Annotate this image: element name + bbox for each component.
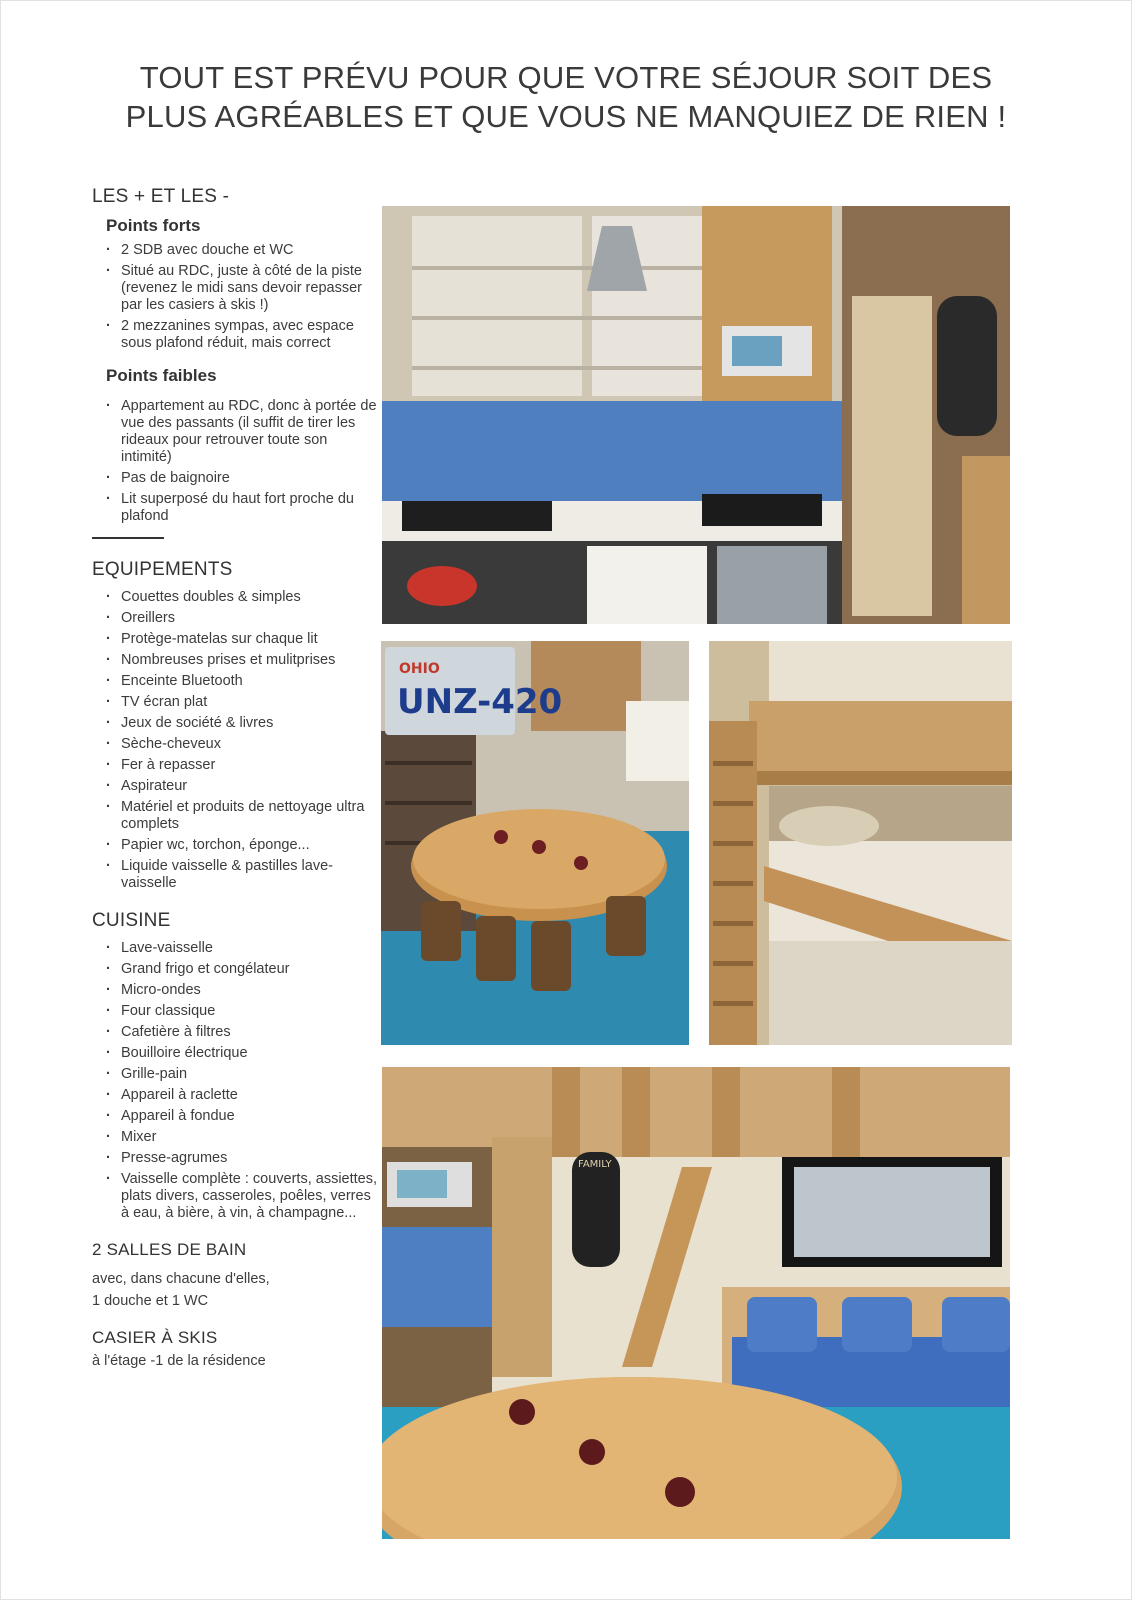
list-item: · Vaisselle complète : couverts, assiettes, plats divers, casseroles, poêles, verres à eau, à bière, à vin, à champagne... (106, 1171, 382, 1222)
list-item: · Liquide vaisselle & pastilles lave-vaisselle (106, 858, 382, 892)
ski-locker-heading: CASIER À SKIS (92, 1328, 218, 1347)
list-item: · Matériel et produits de nettoyage ultra complets (106, 799, 382, 833)
strengths-heading: Points forts (106, 216, 201, 235)
list-item: · Papier wc, torchon, éponge... (106, 837, 382, 854)
bunk-bed-illustration (709, 641, 1012, 1045)
dining-photo (381, 641, 689, 1045)
ski-locker-text: à l'étage -1 de la résidence (92, 1353, 266, 1369)
strengths-list (92, 242, 382, 352)
bathrooms-line-2: 1 douche et 1 WC (92, 1293, 209, 1309)
kitchen-illustration (382, 206, 1010, 624)
list-item: · Appareil à raclette (106, 1087, 382, 1104)
living-room-photo (382, 1067, 1010, 1539)
page-title (60, 58, 1072, 136)
list-item: · Bouilloire électrique (106, 1045, 382, 1062)
license-plate-text: UNZ-420 (397, 682, 563, 722)
list-item: · Appareil à fondue (106, 1108, 382, 1125)
list-item: · 2 SDB avec douche et WC (106, 242, 382, 259)
family-clock-text: FAMILY (578, 1159, 612, 1170)
list-item: · Four classique (106, 1003, 382, 1020)
kitchen-photo (382, 206, 1010, 624)
list-item: · Micro-ondes (106, 982, 382, 999)
list-item: · 2 mezzanines sympas, avec espace sous plafond réduit, mais correct (106, 318, 382, 352)
list-item: · Grille-pain (106, 1066, 382, 1083)
title-line-1: TOUT EST PRÉVU POUR QUE VOTRE SÉJOUR SOIT DES (139, 60, 993, 95)
list-item: · Enceinte Bluetooth (106, 673, 382, 690)
section-divider (92, 537, 164, 539)
list-item: · Cafetière à filtres (106, 1024, 382, 1041)
list-item: · Lave-vaisselle (106, 940, 382, 957)
bathrooms-line-1: avec, dans chacune d'elles, (92, 1271, 270, 1287)
kitchen-heading: CUISINE (92, 910, 171, 931)
list-item: · Jeux de société & livres (106, 715, 382, 732)
list-item: · Mixer (106, 1129, 382, 1146)
list-item: · Fer à repasser (106, 757, 382, 774)
equipment-heading: EQUIPEMENTS (92, 559, 233, 580)
plate-state: OHIO (399, 661, 440, 677)
list-item: · Aspirateur (106, 778, 382, 795)
list-item: · Presse-agrumes (106, 1150, 382, 1167)
weaknesses-heading: Points faibles (106, 366, 217, 385)
list-item: · Protège-matelas sur chaque lit (106, 631, 382, 648)
list-item: · Grand frigo et congélateur (106, 961, 382, 978)
list-item: · Couettes doubles & simples (106, 589, 382, 606)
list-item: · Sèche-cheveux (106, 736, 382, 753)
kitchen-list (92, 940, 382, 1222)
list-item: · Nombreuses prises et mulitprises (106, 652, 382, 669)
title-line-2: PLUS AGRÉABLES ET QUE VOUS NE MANQUIEZ DE RIEN ! (125, 99, 1007, 134)
list-item: · Pas de baignoire (106, 470, 382, 487)
equipment-list (92, 589, 382, 892)
dining-illustration (381, 641, 689, 1045)
bathrooms-heading: 2 SALLES DE BAIN (92, 1240, 247, 1259)
list-item: · Lit superposé du haut fort proche du plafond (106, 491, 382, 525)
list-item: · Appartement au RDC, donc à portée de vue des passants (il suffit de tirer les rideaux pour retrouver toute son intimité) (106, 398, 382, 466)
weaknesses-list (92, 398, 382, 525)
living-room-illustration (382, 1067, 1010, 1539)
list-item: · Oreillers (106, 610, 382, 627)
list-item: · TV écran plat (106, 694, 382, 711)
pros-cons-heading: LES + ET LES - (92, 186, 230, 207)
bunk-bed-photo (709, 641, 1012, 1045)
left-column (92, 186, 382, 1372)
list-item: · Situé au RDC, juste à côté de la piste (revenez le midi sans devoir repasser par les casiers à skis !) (106, 263, 382, 314)
